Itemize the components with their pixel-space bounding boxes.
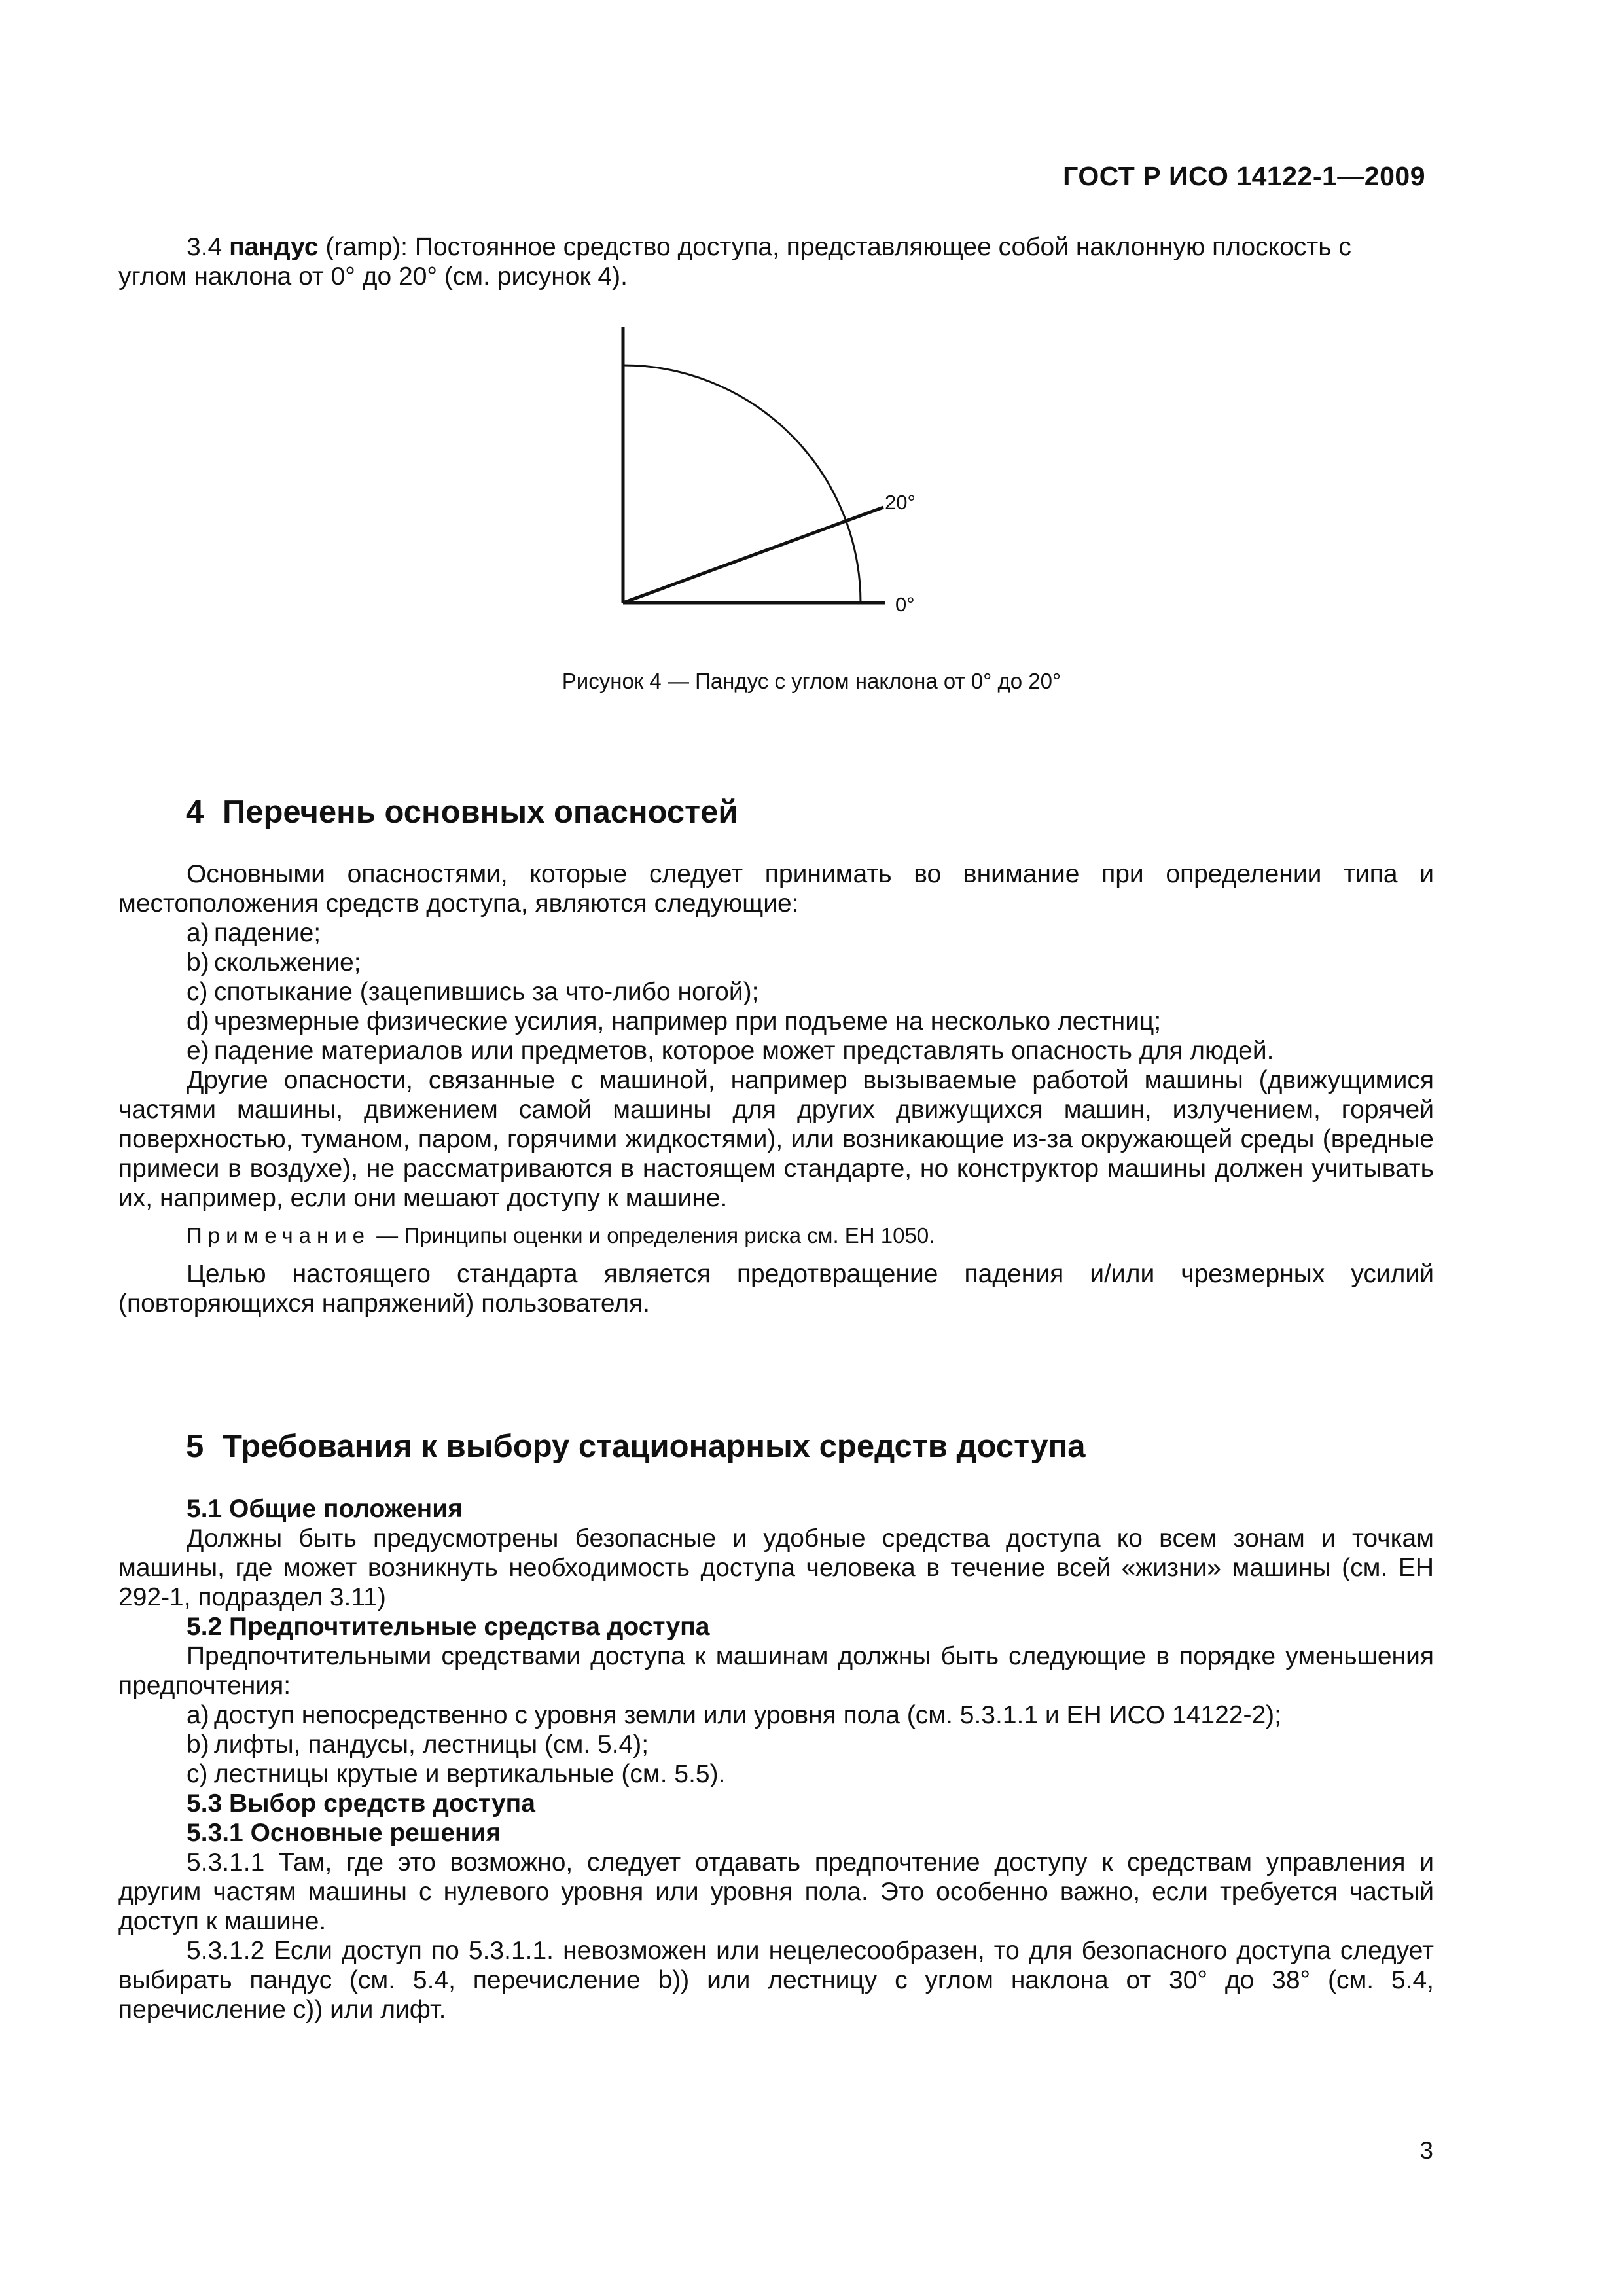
ramp-line-20deg [623, 507, 883, 603]
section-4-other-hazards: Другие опасности, связанные с машиной, например вызываемые работой машины (движущимися частями машины, движением самой машины для других движущихся машин, излучением, горячей поверхностью, туманом, паром, горячими жидкостями), или возникающие из-за окружающей среды (вредные примеси в воздухе), не рассматриваются в настоящем стандарте, но конструктор машины должен учитывать их, например, если они мешают доступу к машине. [118, 1066, 1434, 1212]
subsection-5-1-text: Должны быть предусмотрены безопасные и удобные средства доступа ко всем зонам и точкам машины, где может возникнуть необходимость доступа человека в течение всей «жизни» машины (см. ЕН 292-1, подраздел 3.11) [118, 1524, 1434, 1611]
list-item: a) падение; [187, 919, 321, 947]
subsection-5-3-1-title: 5.3.1 Основные решения [187, 1819, 501, 1847]
subsection-5-2-title: 5.2 Предпочтительные средства доступа [187, 1613, 710, 1641]
subsection-5-1-title: 5.1 Общие положения [187, 1495, 463, 1523]
list-item: a) доступ непосредственно с уровня земли или уровня пола (см. 5.3.1.1 и ЕН ИСО 14122-2); [187, 1701, 1281, 1729]
note [118, 1221, 1434, 1250]
figure-caption: Рисунок 4 — Пандус с углом наклона от 0° до 20° [562, 669, 1061, 693]
definition-text-line1: (ramp): Постоянное средство доступа, представляющее собой наклонную плоскость с [318, 233, 1351, 261]
list-item: d) чрезмерные физические усилия, например при подъеме на несколько лестниц; [187, 1007, 1162, 1035]
definition-3-4 [118, 232, 1434, 291]
section-4-body [118, 859, 1434, 1318]
list-item: b) скольжение; [187, 948, 361, 977]
definition-term: пандус [229, 233, 319, 261]
section-4-purpose: Целью настоящего стандарта является предотвращение падения и/или чрезмерных усилий (повторяющихся напряжений) пользователя. [118, 1260, 1434, 1318]
note-text: — Принципы оценки и определения риска см. ЕН 1050. [370, 1223, 935, 1247]
ramp-angle-figure [589, 314, 955, 628]
section-5-heading: 5 Требования к выбору стационарных средств доступа [186, 1429, 1086, 1464]
section-4-heading: 4 Перечень основных опасностей [186, 795, 738, 830]
section-4-intro: Основными опасностями, которые следует принимать во внимание при определении типа и местоположения средств доступа, являются следующие: [118, 860, 1434, 918]
clause-5-3-1-2: 5.3.1.2 Если доступ по 5.3.1.1. невозможен или нецелесообразен, то для безопасного доступа следует выбирать пандус (см. 5.4, перечисление b)) или лестницу с углом наклона от 30° до 38° (см. 5.4, перечисление c)) или лифт. [118, 1937, 1434, 2024]
label-0-degrees: 0° [895, 593, 915, 616]
subsection-5-3-title: 5.3 Выбор средств доступа [187, 1789, 535, 1818]
subsection-5-2-text: Предпочтительными средствами доступа к машинам должны быть следующие в порядке уменьшения предпочтения: [118, 1642, 1434, 1700]
definition-text-line2: углом наклона от 0° до 20° (см. рисунок 4). [118, 262, 628, 291]
list-item: e) падение материалов или предметов, которое может представлять опасность для людей. [187, 1037, 1274, 1065]
list-item: c) спотыкание (зацепившись за что-либо ногой); [187, 978, 759, 1006]
definition-number: 3.4 [187, 233, 223, 261]
list-item: c) лестницы крутые и вертикальные (см. 5.5). [187, 1760, 726, 1788]
page-number: 3 [1419, 2137, 1433, 2164]
list-item: b) лифты, пандусы, лестницы (см. 5.4); [187, 1731, 649, 1759]
angle-arc [623, 365, 861, 603]
label-20-degrees: 20° [885, 491, 916, 514]
section-5-body [118, 1494, 1434, 2024]
clause-5-3-1-1: 5.3.1.1 Там, где это возможно, следует отдавать предпочтение доступу к средствам управления и другим частям машины с нулевого уровня или уровня пола. Это особенно важно, если требуется частый доступ к машине. [118, 1848, 1434, 1935]
note-label: Примечание [187, 1223, 371, 1247]
document-code: ГОСТ Р ИСО 14122-1—2009 [1063, 161, 1425, 191]
